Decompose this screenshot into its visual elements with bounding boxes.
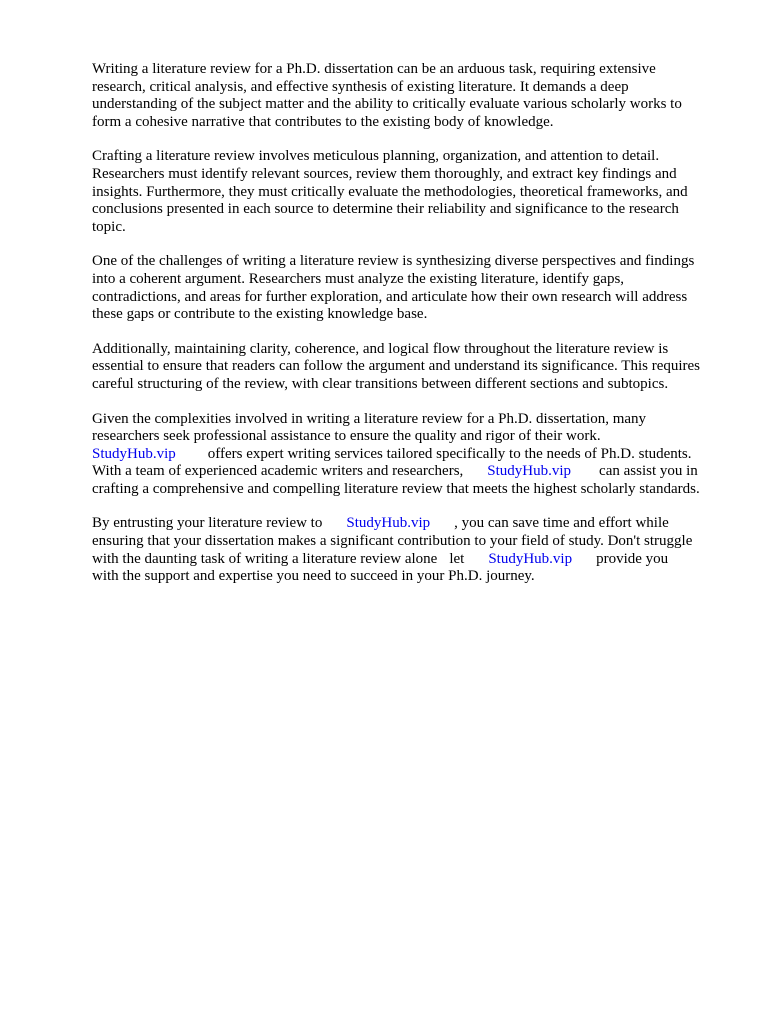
text-line: careful structuring of the review, with clear transitions between different sections and subtopics. [92,375,669,392]
text-segment: let [449,550,465,567]
text-line: with the support and expertise you need to succeed in your Ph.D. journey. [92,568,535,585]
text-segment: offers expert writing services tailored specifically to the needs of Ph.D. students. [207,445,692,462]
text-line: Additionally, maintaining clarity, coherence, and logical flow throughout the literature review is [92,340,669,357]
text-line: One of the challenges of writing a literature review is synthesizing diverse perspectives and findings [92,253,695,270]
text-segment: provide you [596,550,669,567]
text-line: ensuring that your dissertation makes a significant contribution to your field of study. Don't struggle [92,533,693,550]
text-line: these gaps or contribute to the existing knowledge base. [92,306,428,323]
paragraph-5 [92,411,728,499]
paragraph-3 [92,253,728,323]
paragraph-1 [92,61,728,131]
text-line [92,463,728,481]
studyhub-link[interactable]: StudyHub.vip [488,550,573,567]
text-line: form a cohesive narrative that contributes to the existing body of knowledge. [92,113,554,130]
text-line: Crafting a literature review involves meticulous planning, organization, and attention to detail. [92,148,660,165]
text-line: Given the complexities involved in writing a literature review for a Ph.D. dissertation, many [92,410,647,427]
text-line: conclusions presented in each source to determine their reliability and significance to the research [92,201,679,218]
studyhub-link[interactable]: StudyHub.vip [346,515,431,532]
text-line: Writing a literature review for a Ph.D. dissertation can be an arduous task, requiring extensive [92,61,656,77]
text-line: crafting a comprehensive and compelling literature review that meets the highest scholarly standards. [92,480,700,497]
text-segment: With a team of experienced academic writers and researchers, [92,463,464,480]
text-segment: with the daunting task of writing a literature review alone [92,550,438,567]
text-line: research, critical analysis, and effective synthesis of existing literature. It demands a deep [92,78,629,95]
paragraph-6 [92,515,728,585]
text-segment: , you can save time and effort while [454,515,669,532]
text-line [92,446,728,464]
text-line: essential to ensure that readers can follow the argument and understand its significance. This requires [92,358,701,375]
text-line [92,551,728,569]
text-line: understanding of the subject matter and the ability to critically evaluate various scholarly works to [92,96,682,113]
text-line [92,515,728,533]
document-body [92,61,728,603]
studyhub-link[interactable]: StudyHub.vip [487,463,572,480]
text-line: Researchers must identify relevant sources, review them thoroughly, and extract key findings and [92,165,677,182]
text-line: insights. Furthermore, they must critically evaluate the methodologies, theoretical frameworks, and [92,183,688,200]
text-line: contradictions, and areas for further exploration, and articulate how their own research will address [92,288,688,305]
text-line: topic. [92,218,126,235]
text-line: into a coherent argument. Researchers must analyze the existing literature, identify gaps, [92,270,625,287]
text-segment: By entrusting your literature review to [92,515,323,532]
studyhub-link[interactable]: StudyHub.vip [92,445,176,462]
text-segment: can assist you in [599,463,698,480]
paragraph-4 [92,341,728,394]
text-line: researchers seek professional assistance to ensure the quality and rigor of their work. [92,428,601,445]
paragraph-2 [92,148,728,236]
